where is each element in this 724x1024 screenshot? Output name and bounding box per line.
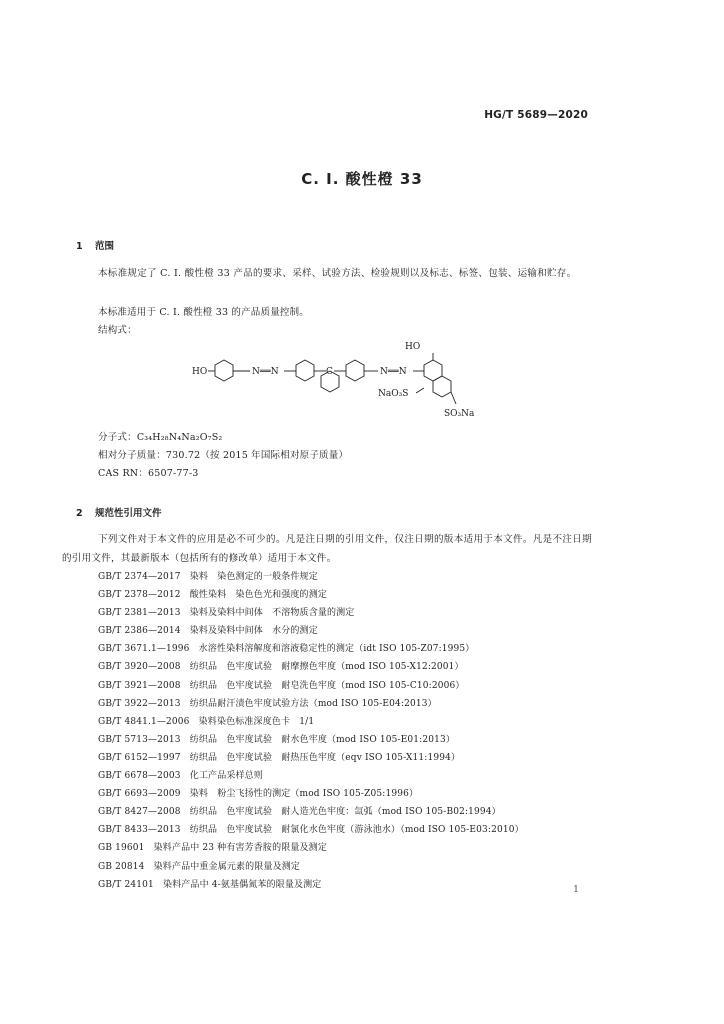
reference-item: GB/T 2381—2013 染料及染料中间体 不溶物质含量的测定	[98, 608, 355, 619]
section-2-heading	[76, 505, 162, 519]
reference-item: GB 20814 染料产品中重金属元素的限量及测定	[98, 861, 301, 872]
quaternary-carbon: C	[326, 367, 333, 377]
section-1-heading	[76, 238, 114, 252]
reference-list	[98, 568, 524, 894]
structure-label: 结构式：	[98, 325, 137, 336]
standard-code: HG/T 5689—2020	[484, 109, 588, 121]
phenyl-ring-3	[346, 360, 364, 381]
scope-paragraph: 本标准规定了 C. I. 酸性橙 33 产品的要求、采样、试验方法、检验规则以及标志、标签、包装、运输和贮存。	[98, 268, 577, 279]
reference-item: GB/T 8427—2008 纺织品 色牢度试验 耐人造光色牢度：氙弧（mod ISO 105-B02:1994）	[98, 807, 501, 818]
reference-item: GB/T 3922—2013 纺织品耐汗渍色牢度试验方法（mod ISO 105-E04:2013）	[98, 698, 437, 709]
azo-group-1: N══N	[252, 367, 279, 377]
reference-item: GB/T 4841.1—2006 染料染色标准深度色卡 1/1	[98, 716, 315, 727]
formula-label: 分子式：	[98, 432, 137, 443]
reference-item: GB/T 8433—2013 纺织品 色牢度试验 耐氯化水色牢度（游泳池水）（mod ISO 105-E03:2010）	[98, 825, 524, 836]
reference-item: GB/T 3671.1—1996 水溶性染料溶解度和溶液稳定性的测定（idt ISO 105-Z07:1995）	[98, 644, 475, 655]
reference-item: GB/T 6678—2003 化工产品采样总则	[98, 771, 263, 782]
section-title: 范围	[95, 241, 115, 252]
phenyl-ring-1	[215, 360, 233, 381]
molecular-formula	[98, 431, 222, 445]
reference-item: GB 19601 染料产品中 23 种有害芳香胺的限量及测定	[98, 843, 327, 854]
references-intro: 下列文件对于本文件的应用是必不可少的。凡是注日期的引用文件，仅注日期的版本适用于本文件。凡是不注日期的引用文件，其最新版本（包括所有的修改单）适用于本文件。	[62, 534, 592, 564]
section-number: 2	[76, 508, 83, 519]
cas-number: CAS RN：6507-77-3	[98, 468, 199, 479]
reference-item: GB/T 6152—1997 纺织品 色牢度试验 耐热压色牢度（eqv ISO 105-X11:1994）	[98, 752, 461, 763]
structural-formula	[180, 336, 520, 428]
reference-item: GB/T 24101 染料产品中 4-氨基偶氮苯的限量及测定	[98, 879, 322, 890]
reference-item: GB/T 2374—2017 染料 染色测定的一般条件规定	[98, 572, 318, 582]
naphthalene-ring-b	[433, 376, 451, 397]
hydroxyl-right: HO	[405, 342, 421, 352]
page-number: 1	[572, 884, 579, 895]
phenyl-ring-2	[296, 360, 314, 381]
document-title: C. I. 酸性橙 33	[301, 170, 423, 188]
reference-item: GB/T 2378—2012 酸性染料 染色色光和强度的测定	[98, 590, 328, 601]
scope-applicability: 本标准适用于 C. I. 酸性橙 33 的产品质量控制。	[98, 307, 310, 318]
sulfonate-1: NaO₃S	[378, 389, 409, 399]
molecular-mass: 相对分子质量：730.72（按 2015 年国际相对原子质量）	[98, 450, 349, 461]
azo-group-2: N══N	[380, 367, 407, 377]
reference-item: GB/T 6693—2009 染料 粉尘飞扬性的测定（mod ISO 105-Z05:1996）	[98, 789, 419, 800]
formula-value: C₃₄H₂₈N₄Na₂O₇S₂	[136, 432, 223, 443]
section-title: 规范性引用文件	[95, 508, 162, 519]
reference-item: GB/T 3920—2008 纺织品 色牢度试验 耐摩擦色牢度（mod ISO 105-X12:2001）	[98, 662, 464, 673]
reference-item: GB/T 5713—2013 纺织品 色牢度试验 耐水色牢度（mod ISO 105-E01:2013）	[98, 734, 456, 745]
reference-item: GB/T 3921—2008 纺织品 色牢度试验 耐皂洗色牢度（mod ISO 105-C10:2006）	[98, 680, 465, 691]
sulfonate-2: SO₃Na	[444, 409, 475, 419]
reference-item: GB/T 2386—2014 染料及染料中间体 水分的测定	[98, 626, 318, 637]
hydroxyl-left: HO	[192, 367, 208, 377]
section-number: 1	[76, 241, 83, 252]
